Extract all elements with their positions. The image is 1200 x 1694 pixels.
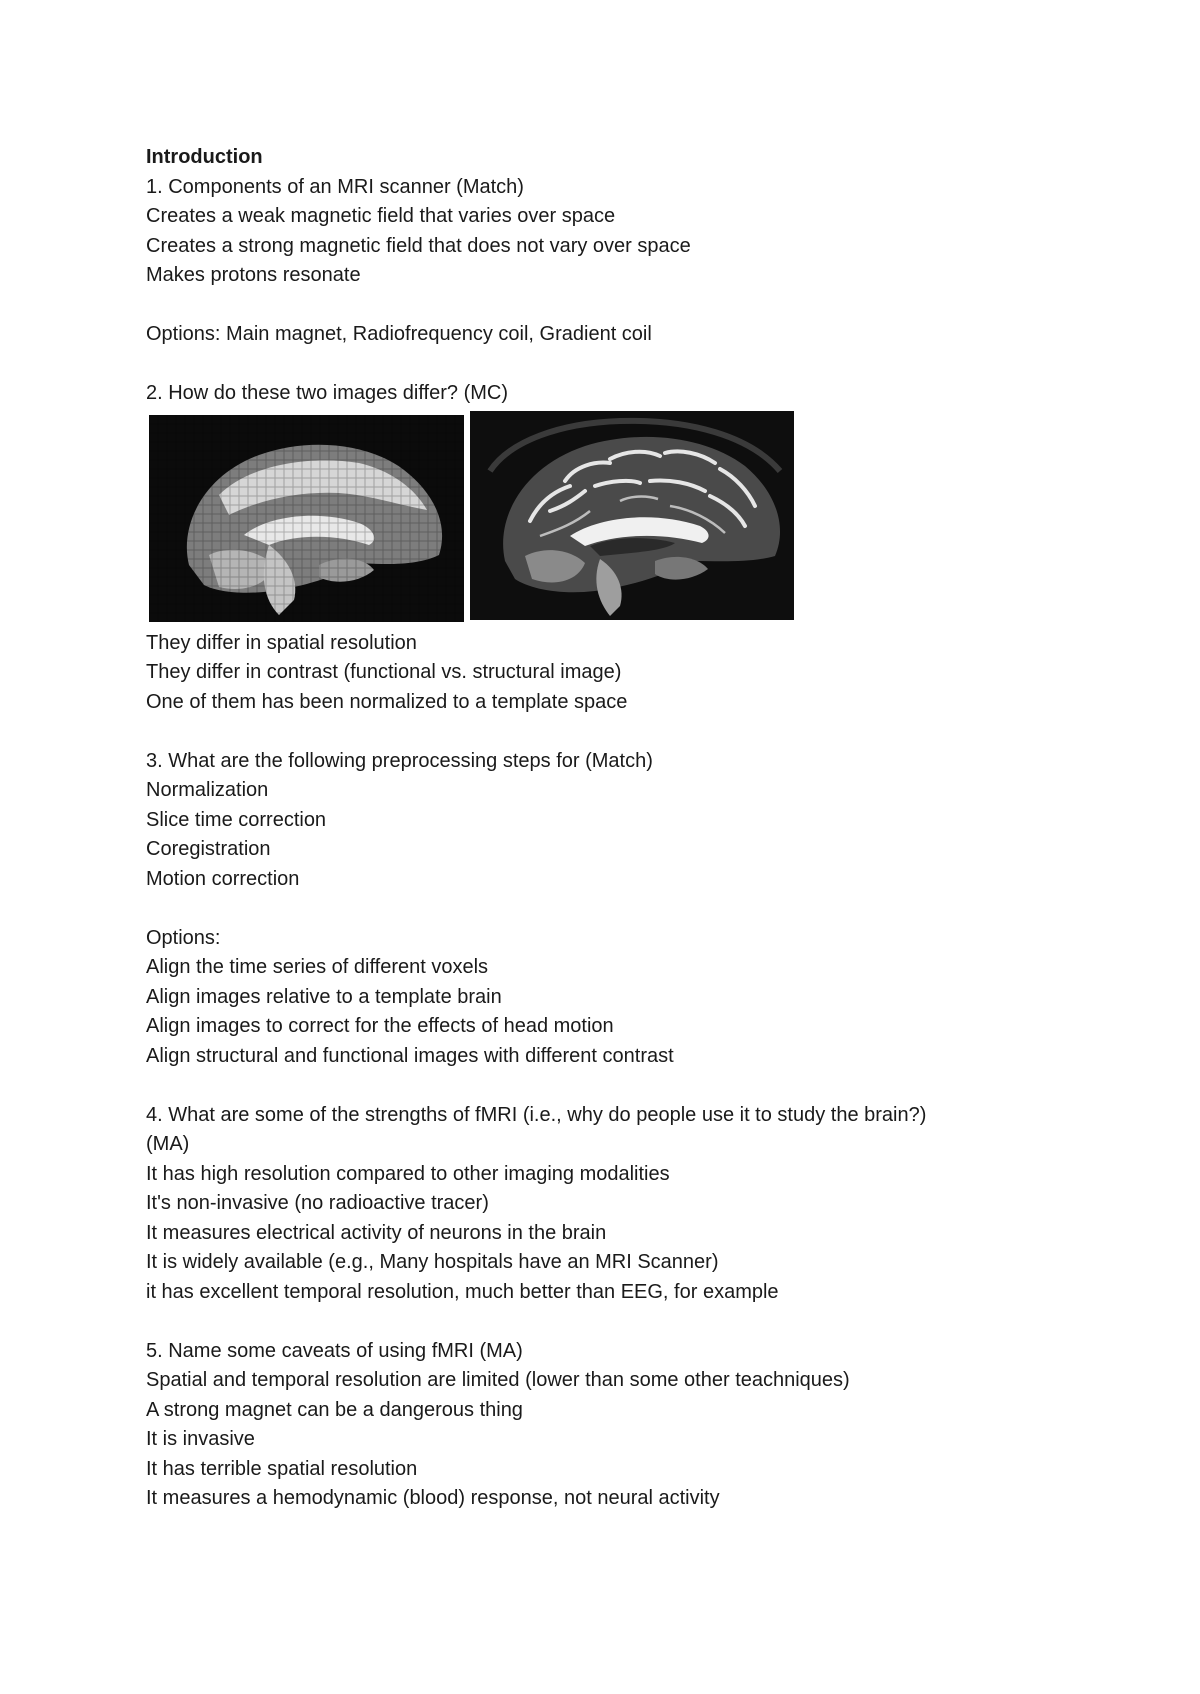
q3-item: Motion correction bbox=[146, 867, 300, 890]
q1-item: Makes protons resonate bbox=[146, 264, 361, 286]
q3-option: Align images to correct for the effects of head motion bbox=[146, 1015, 614, 1037]
q3-option: Align the time series of different voxels bbox=[146, 956, 489, 978]
q2-item: One of them has been normalized to a template space bbox=[146, 690, 628, 713]
question-3: 3. What are the following preprocessing steps for (Match) bbox=[146, 749, 653, 772]
q4-item: It measures electrical activity of neurons in the brain bbox=[146, 1221, 607, 1244]
q5-item: It is invasive bbox=[146, 1428, 255, 1450]
q4-item: It's non-invasive (no radioactive tracer) bbox=[146, 1192, 489, 1214]
spacer bbox=[146, 1307, 1066, 1337]
q3-item: Coregistration bbox=[146, 838, 271, 860]
spacer bbox=[146, 350, 1066, 380]
spacer bbox=[146, 894, 1066, 924]
document-page bbox=[146, 143, 1066, 1514]
low-resolution-mri-image bbox=[149, 415, 464, 622]
q2-item: They differ in spatial resolution bbox=[146, 631, 417, 654]
question-2: 2. How do these two images differ? (MC) bbox=[146, 382, 509, 404]
q1-item: Creates a weak magnetic field that varies over space bbox=[146, 205, 616, 227]
spacer bbox=[146, 717, 1066, 747]
q2-item: They differ in contrast (functional vs. structural image) bbox=[146, 661, 622, 683]
mri-image-pair bbox=[149, 411, 1066, 623]
section-heading: Introduction bbox=[146, 146, 263, 168]
q1-item: Creates a strong magnetic field that does not vary over space bbox=[146, 234, 691, 257]
question-5: 5. Name some caveats of using fMRI (MA) bbox=[146, 1339, 523, 1362]
spacer bbox=[146, 291, 1066, 321]
q5-item: It has terrible spatial resolution bbox=[146, 1457, 418, 1480]
q4-item: It has high resolution compared to other imaging modalities bbox=[146, 1162, 670, 1185]
q5-item: A strong magnet can be a dangerous thing bbox=[146, 1398, 523, 1421]
q4-item: It is widely available (e.g., Many hospitals have an MRI Scanner) bbox=[146, 1251, 719, 1273]
q4-item: it has excellent temporal resolution, much better than EEG, for example bbox=[146, 1280, 779, 1303]
q5-item: Spatial and temporal resolution are limited (lower than some other teachniques) bbox=[146, 1369, 850, 1391]
q5-item: It measures a hemodynamic (blood) response, not neural activity bbox=[146, 1487, 720, 1509]
q3-item: Normalization bbox=[146, 779, 269, 801]
q3-options-label: Options: bbox=[146, 926, 221, 949]
high-resolution-mri-image bbox=[470, 411, 794, 620]
q3-item: Slice time correction bbox=[146, 808, 327, 831]
q1-options: Options: Main magnet, Radiofrequency coil, Gradient coil bbox=[146, 323, 652, 345]
question-1: 1. Components of an MRI scanner (Match) bbox=[146, 175, 524, 198]
q3-option: Align images relative to a template brain bbox=[146, 985, 502, 1008]
question-4: 4. What are some of the strengths of fMRI (i.e., why do people use it to study the brain?) bbox=[146, 1103, 927, 1126]
q3-option: Align structural and functional images with different contrast bbox=[146, 1044, 674, 1067]
spacer bbox=[146, 1071, 1066, 1101]
question-4-continued: (MA) bbox=[146, 1133, 190, 1155]
